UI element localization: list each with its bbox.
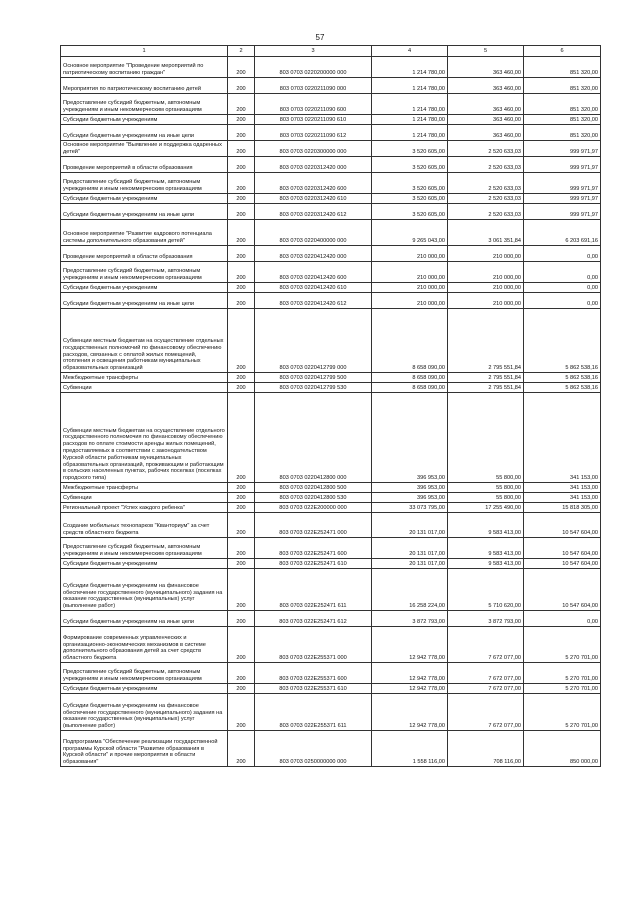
- row-vr-cell: 200: [228, 559, 255, 569]
- row-name-cell: Предоставление субсидий бюджетным, автономным учреждениям и иным некоммерческим организациям: [61, 173, 228, 194]
- table-row: [61, 125, 601, 141]
- row-vr-cell: 200: [228, 569, 255, 611]
- row-vr-cell: 200: [228, 663, 255, 684]
- row-name-cell: Субсидии бюджетным учреждениям на иные цели: [61, 125, 228, 141]
- row-plan-cell: 3 520 605,00: [372, 173, 448, 194]
- row-balance-cell: 850 000,00: [524, 731, 601, 767]
- table-row: [61, 538, 601, 559]
- row-code-cell: 803 0703 0220412799 530: [255, 383, 372, 393]
- row-code-cell: 803 0703 022E252471 600: [255, 538, 372, 559]
- row-code-cell: 803 0703 0220400000 000: [255, 220, 372, 246]
- row-exec-cell: 2 795 551,84: [448, 309, 524, 373]
- row-exec-cell: 363 460,00: [448, 57, 524, 78]
- table-row: [61, 569, 601, 611]
- row-vr-cell: 200: [228, 483, 255, 493]
- row-vr-cell: 200: [228, 141, 255, 157]
- row-plan-cell: 210 000,00: [372, 246, 448, 262]
- row-code-cell: 803 0703 0220312420 610: [255, 194, 372, 204]
- row-exec-cell: 3 061 351,84: [448, 220, 524, 246]
- table-row: [61, 663, 601, 684]
- row-name-cell: Субсидии бюджетным учреждениям: [61, 194, 228, 204]
- row-vr-cell: 200: [228, 262, 255, 283]
- row-vr-cell: 200: [228, 173, 255, 194]
- row-name-cell: Субвенции местным бюджетам на осуществление отдельного государственного полномочия по финансовому обеспечению расходов по оплате стоимости аренды жилых помещений, предоставляемых в соответствии с законодательством Курской области работникам муниципальных образовательных организаций, проживающим и работающим в сельских населенных пунктах, рабочих поселках (поселках городского типа): [61, 393, 228, 483]
- row-code-cell: 803 0703 022E252471 611: [255, 569, 372, 611]
- table-row: [61, 293, 601, 309]
- row-code-cell: 803 0703 0220211090 000: [255, 78, 372, 94]
- row-plan-cell: 8 658 090,00: [372, 373, 448, 383]
- row-code-cell: 803 0703 0220412799 500: [255, 373, 372, 383]
- row-code-cell: 803 0703 0220312420 612: [255, 204, 372, 220]
- row-name-cell: Субвенции: [61, 383, 228, 393]
- row-balance-cell: 0,00: [524, 293, 601, 309]
- row-vr-cell: 200: [228, 204, 255, 220]
- row-balance-cell: 341 153,00: [524, 393, 601, 483]
- header-cell-6: 6: [524, 46, 601, 57]
- header-cell-3: 3: [255, 46, 372, 57]
- row-plan-cell: 12 942 778,00: [372, 627, 448, 663]
- row-vr-cell: 200: [228, 115, 255, 125]
- row-name-cell: Подпрограмма "Обеспечение реализации государственной программы Курской области "Развитие образования в Курской области" и прочие мероприятия в области образования": [61, 731, 228, 767]
- row-plan-cell: 1 214 780,00: [372, 78, 448, 94]
- row-exec-cell: 9 583 413,00: [448, 559, 524, 569]
- row-exec-cell: 9 583 413,00: [448, 513, 524, 538]
- header-cell-5: 5: [448, 46, 524, 57]
- row-balance-cell: 5 270 701,00: [524, 684, 601, 694]
- row-code-cell: 803 0703 0220300000 000: [255, 141, 372, 157]
- row-balance-cell: 851 320,00: [524, 125, 601, 141]
- row-balance-cell: 5 862 538,16: [524, 309, 601, 373]
- row-name-cell: Основное мероприятие "Выявление и поддержка одаренных детей": [61, 141, 228, 157]
- table-row: [61, 194, 601, 204]
- page-number: 57: [315, 33, 325, 42]
- row-vr-cell: 200: [228, 538, 255, 559]
- row-plan-cell: 396 953,00: [372, 393, 448, 483]
- row-exec-cell: 55 800,00: [448, 483, 524, 493]
- table-row: [61, 503, 601, 513]
- row-code-cell: 803 0703 0220412800 000: [255, 393, 372, 483]
- row-vr-cell: 200: [228, 309, 255, 373]
- row-name-cell: Субсидии бюджетным учреждениям на иные цели: [61, 204, 228, 220]
- row-plan-cell: 3 520 605,00: [372, 204, 448, 220]
- row-vr-cell: 200: [228, 157, 255, 173]
- row-name-cell: Основное мероприятие "Развитие кадрового потенциала системы дополнительного образования детей": [61, 220, 228, 246]
- row-exec-cell: 7 672 077,00: [448, 627, 524, 663]
- row-code-cell: 803 0703 0220412800 530: [255, 493, 372, 503]
- row-exec-cell: 2 520 633,03: [448, 141, 524, 157]
- row-exec-cell: 708 116,00: [448, 731, 524, 767]
- row-plan-cell: 396 953,00: [372, 483, 448, 493]
- row-balance-cell: 851 320,00: [524, 57, 601, 78]
- row-balance-cell: 5 862 538,16: [524, 373, 601, 383]
- row-exec-cell: 7 672 077,00: [448, 694, 524, 731]
- table-row: [61, 173, 601, 194]
- row-vr-cell: 200: [228, 293, 255, 309]
- table-row: [61, 246, 601, 262]
- row-code-cell: 803 0703 0220211090 610: [255, 115, 372, 125]
- table-row: [61, 373, 601, 383]
- row-name-cell: Предоставление субсидий бюджетным, автономным учреждениям и иным некоммерческим организациям: [61, 94, 228, 115]
- row-code-cell: 803 0703 022E252471 000: [255, 513, 372, 538]
- row-exec-cell: 2 520 633,03: [448, 194, 524, 204]
- row-plan-cell: 3 872 793,00: [372, 611, 448, 627]
- row-name-cell: Межбюджетные трансферты: [61, 373, 228, 383]
- header-cell-2: 2: [228, 46, 255, 57]
- row-code-cell: 803 0703 0220200000 000: [255, 57, 372, 78]
- row-plan-cell: 16 258 224,00: [372, 569, 448, 611]
- row-vr-cell: 200: [228, 57, 255, 78]
- table-row: [61, 220, 601, 246]
- row-name-cell: Региональный проект "Успех каждого ребенка": [61, 503, 228, 513]
- table-row: [61, 493, 601, 503]
- row-name-cell: Создание мобильных технопарков "Кванториум" за счет средств областного бюджета: [61, 513, 228, 538]
- table-row: [61, 513, 601, 538]
- row-plan-cell: 20 131 017,00: [372, 513, 448, 538]
- table-row: [61, 115, 601, 125]
- row-code-cell: 803 0703 0220211090 612: [255, 125, 372, 141]
- row-code-cell: 803 0703 022E255371 611: [255, 694, 372, 731]
- row-exec-cell: 55 800,00: [448, 393, 524, 483]
- row-vr-cell: 200: [228, 373, 255, 383]
- row-name-cell: Субсидии бюджетным учреждениям на иные цели: [61, 293, 228, 309]
- row-code-cell: 803 0703 0220412420 000: [255, 246, 372, 262]
- table-row: [61, 694, 601, 731]
- row-exec-cell: 363 460,00: [448, 125, 524, 141]
- row-exec-cell: 210 000,00: [448, 246, 524, 262]
- row-name-cell: Субсидии бюджетным учреждениям на финансовое обеспечение государственного (муниципального) задания на оказание государственных (муниципальных) услуг (выполнение работ): [61, 694, 228, 731]
- row-plan-cell: 210 000,00: [372, 293, 448, 309]
- row-exec-cell: 7 672 077,00: [448, 684, 524, 694]
- row-exec-cell: 7 672 077,00: [448, 663, 524, 684]
- table-row: [61, 684, 601, 694]
- row-balance-cell: 999 971,97: [524, 157, 601, 173]
- header-cell-1: 1: [61, 46, 228, 57]
- table-row: [61, 204, 601, 220]
- table-row: [61, 157, 601, 173]
- row-code-cell: 803 0703 0220412420 612: [255, 293, 372, 309]
- row-vr-cell: 200: [228, 283, 255, 293]
- table-row: [61, 283, 601, 293]
- row-plan-cell: 3 520 605,00: [372, 141, 448, 157]
- row-code-cell: 803 0703 022E252471 610: [255, 559, 372, 569]
- row-name-cell: Субвенции местным бюджетам на осуществление отдельных государственных полномочий по финансовому обеспечению расходов, связанных с оплатой жилых помещений, отопления и освещения работникам муниципальных образовательных организаций: [61, 309, 228, 373]
- row-exec-cell: 363 460,00: [448, 78, 524, 94]
- table-row: [61, 57, 601, 78]
- row-exec-cell: 210 000,00: [448, 293, 524, 309]
- row-exec-cell: 2 795 551,84: [448, 373, 524, 383]
- row-name-cell: Межбюджетные трансферты: [61, 483, 228, 493]
- row-vr-cell: 200: [228, 220, 255, 246]
- row-name-cell: Субсидии бюджетным учреждениям: [61, 283, 228, 293]
- row-exec-cell: 9 583 413,00: [448, 538, 524, 559]
- row-plan-cell: 12 942 778,00: [372, 684, 448, 694]
- row-balance-cell: 999 971,97: [524, 141, 601, 157]
- row-vr-cell: 200: [228, 627, 255, 663]
- row-balance-cell: 851 320,00: [524, 115, 601, 125]
- row-vr-cell: 200: [228, 393, 255, 483]
- row-balance-cell: 341 153,00: [524, 483, 601, 493]
- row-balance-cell: 6 203 691,16: [524, 220, 601, 246]
- table-row: [61, 559, 601, 569]
- table-row: [61, 483, 601, 493]
- row-balance-cell: 10 547 604,00: [524, 569, 601, 611]
- budget-table: [60, 45, 601, 767]
- row-vr-cell: 200: [228, 513, 255, 538]
- row-exec-cell: 5 710 620,00: [448, 569, 524, 611]
- row-vr-cell: 200: [228, 246, 255, 262]
- row-code-cell: 803 0703 0220412420 610: [255, 283, 372, 293]
- table-row: [61, 141, 601, 157]
- row-plan-cell: 1 214 780,00: [372, 125, 448, 141]
- row-name-cell: Проведение мероприятий в области образования: [61, 157, 228, 173]
- row-balance-cell: 0,00: [524, 283, 601, 293]
- row-name-cell: Предоставление субсидий бюджетным, автономным учреждениям и иным некоммерческим организациям: [61, 538, 228, 559]
- row-plan-cell: 1 214 780,00: [372, 115, 448, 125]
- row-balance-cell: 10 547 604,00: [524, 513, 601, 538]
- row-exec-cell: 2 520 633,03: [448, 157, 524, 173]
- row-balance-cell: 0,00: [524, 246, 601, 262]
- row-balance-cell: 15 818 305,00: [524, 503, 601, 513]
- row-code-cell: 803 0703 0220412420 600: [255, 262, 372, 283]
- row-vr-cell: 200: [228, 194, 255, 204]
- row-exec-cell: 55 800,00: [448, 493, 524, 503]
- row-exec-cell: 17 255 490,00: [448, 503, 524, 513]
- row-exec-cell: 363 460,00: [448, 115, 524, 125]
- row-vr-cell: 200: [228, 503, 255, 513]
- row-name-cell: Мероприятия по патриотическому воспитанию детей: [61, 78, 228, 94]
- row-balance-cell: 10 547 604,00: [524, 538, 601, 559]
- row-plan-cell: 3 520 605,00: [372, 157, 448, 173]
- row-name-cell: Субвенции: [61, 493, 228, 503]
- row-code-cell: 803 0703 0220412800 500: [255, 483, 372, 493]
- row-vr-cell: 200: [228, 125, 255, 141]
- row-balance-cell: 0,00: [524, 262, 601, 283]
- row-exec-cell: 3 872 793,00: [448, 611, 524, 627]
- header-cell-4: 4: [372, 46, 448, 57]
- row-exec-cell: 2 520 633,03: [448, 173, 524, 194]
- row-balance-cell: 851 320,00: [524, 78, 601, 94]
- row-plan-cell: 20 131 017,00: [372, 538, 448, 559]
- row-name-cell: Формирование современных управленческих и организационно-экономических механизмов в системе дополнительного образования детей за счет средств областного бюджета: [61, 627, 228, 663]
- row-name-cell: Предоставление субсидий бюджетным, автономным учреждениям и иным некоммерческим организациям: [61, 663, 228, 684]
- row-code-cell: 803 0703 022E255371 610: [255, 684, 372, 694]
- row-balance-cell: 5 270 701,00: [524, 663, 601, 684]
- row-balance-cell: 0,00: [524, 611, 601, 627]
- table-row: [61, 393, 601, 483]
- row-plan-cell: 1 558 116,00: [372, 731, 448, 767]
- row-plan-cell: 9 265 043,00: [372, 220, 448, 246]
- row-exec-cell: 2 520 633,03: [448, 204, 524, 220]
- row-code-cell: 803 0703 022E255371 600: [255, 663, 372, 684]
- row-code-cell: 803 0703 022E200000 000: [255, 503, 372, 513]
- row-exec-cell: 363 460,00: [448, 94, 524, 115]
- row-plan-cell: 210 000,00: [372, 283, 448, 293]
- row-exec-cell: 210 000,00: [448, 283, 524, 293]
- row-plan-cell: 12 942 778,00: [372, 663, 448, 684]
- row-plan-cell: 8 658 090,00: [372, 309, 448, 373]
- row-plan-cell: 210 000,00: [372, 262, 448, 283]
- table-row: [61, 309, 601, 373]
- table-row: [61, 627, 601, 663]
- table-header-row: [61, 46, 601, 57]
- row-balance-cell: 5 270 701,00: [524, 627, 601, 663]
- row-vr-cell: 200: [228, 493, 255, 503]
- row-plan-cell: 3 520 605,00: [372, 194, 448, 204]
- table-row: [61, 731, 601, 767]
- row-exec-cell: 2 795 551,84: [448, 383, 524, 393]
- table-row: [61, 94, 601, 115]
- row-exec-cell: 210 000,00: [448, 262, 524, 283]
- row-plan-cell: 20 131 017,00: [372, 559, 448, 569]
- row-name-cell: Основное мероприятие "Проведение мероприятий по патриотическому воспитанию граждан": [61, 57, 228, 78]
- row-name-cell: Предоставление субсидий бюджетным, автономным учреждениям и иным некоммерческим организациям: [61, 262, 228, 283]
- row-vr-cell: 200: [228, 684, 255, 694]
- row-vr-cell: 200: [228, 694, 255, 731]
- row-plan-cell: 12 942 778,00: [372, 694, 448, 731]
- row-plan-cell: 396 953,00: [372, 493, 448, 503]
- table-row: [61, 78, 601, 94]
- row-name-cell: Субсидии бюджетным учреждениям: [61, 684, 228, 694]
- row-name-cell: Субсидии бюджетным учреждениям на иные цели: [61, 611, 228, 627]
- row-plan-cell: 1 214 780,00: [372, 94, 448, 115]
- row-balance-cell: 5 270 701,00: [524, 694, 601, 731]
- row-name-cell: Субсидии бюджетным учреждениям на финансовое обеспечение государственного (муниципального) задания на оказание государственных (муниципальных) услуг (выполнение работ): [61, 569, 228, 611]
- row-vr-cell: 200: [228, 94, 255, 115]
- row-balance-cell: 341 153,00: [524, 493, 601, 503]
- row-code-cell: 803 0703 0220312420 600: [255, 173, 372, 194]
- row-balance-cell: 999 971,97: [524, 194, 601, 204]
- row-code-cell: 803 0703 0250000000 000: [255, 731, 372, 767]
- row-code-cell: 803 0703 022E252471 612: [255, 611, 372, 627]
- row-vr-cell: 200: [228, 78, 255, 94]
- row-name-cell: Проведение мероприятий в области образования: [61, 246, 228, 262]
- table-row: [61, 611, 601, 627]
- row-vr-cell: 200: [228, 731, 255, 767]
- row-code-cell: 803 0703 0220312420 000: [255, 157, 372, 173]
- row-code-cell: 803 0703 0220412799 000: [255, 309, 372, 373]
- row-balance-cell: 5 862 538,16: [524, 383, 601, 393]
- row-vr-cell: 200: [228, 383, 255, 393]
- row-balance-cell: 10 547 604,00: [524, 559, 601, 569]
- table-row: [61, 383, 601, 393]
- row-balance-cell: 999 971,97: [524, 204, 601, 220]
- row-balance-cell: 999 971,97: [524, 173, 601, 194]
- row-name-cell: Субсидии бюджетным учреждениям: [61, 115, 228, 125]
- row-plan-cell: 1 214 780,00: [372, 57, 448, 78]
- row-code-cell: 803 0703 022E255371 000: [255, 627, 372, 663]
- row-plan-cell: 8 658 090,00: [372, 383, 448, 393]
- row-name-cell: Субсидии бюджетным учреждениям: [61, 559, 228, 569]
- row-plan-cell: 33 073 795,00: [372, 503, 448, 513]
- table-row: [61, 262, 601, 283]
- row-code-cell: 803 0703 0220211090 600: [255, 94, 372, 115]
- row-vr-cell: 200: [228, 611, 255, 627]
- row-balance-cell: 851 320,00: [524, 94, 601, 115]
